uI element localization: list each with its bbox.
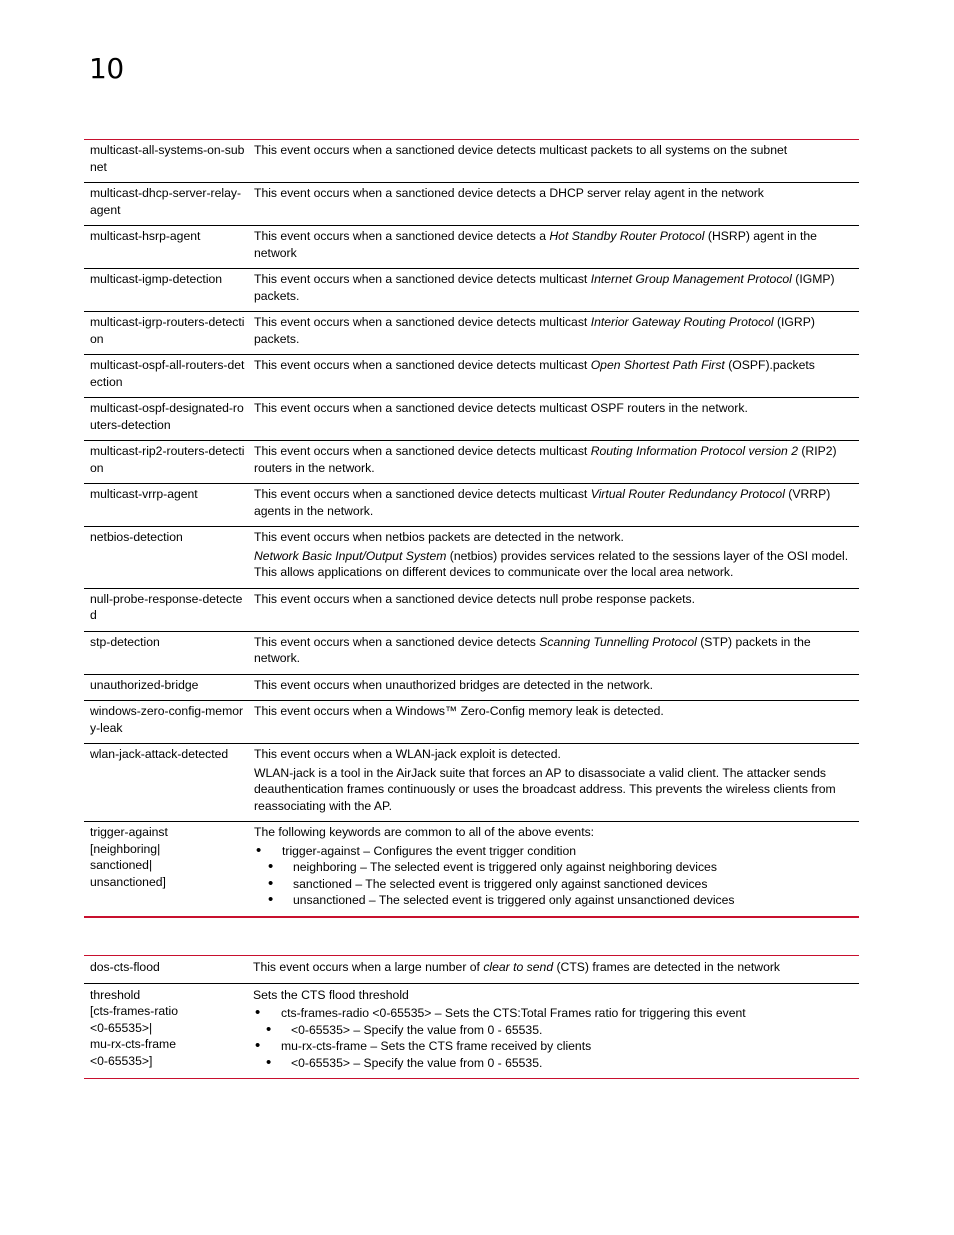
chapter-number: 10 (89, 52, 124, 85)
sub-bullet-list (254, 859, 855, 909)
description-text: This event occurs when a sanctioned device detects multicast Internet Group Management Protocol (IGMP) packets. (254, 272, 835, 303)
description-text: This event occurs when a large number of clear to send (CTS) frames are detected in the network (253, 960, 781, 974)
bullet-list (253, 1038, 855, 1055)
table-row (84, 441, 859, 484)
list-item: • <0-65535> – Specify the value from 0 - 65535. (253, 1022, 855, 1039)
table-row (84, 355, 859, 398)
keyword-cell: multicast-ospf-all-routers-detection (84, 355, 249, 398)
emphasized-term: clear to send (483, 960, 554, 974)
description-cell (249, 269, 859, 312)
protocol-name: Virtual Router Redundancy Protocol (590, 487, 785, 501)
event-keywords-table (84, 139, 859, 918)
description-cell (249, 674, 859, 701)
description-text: This event occurs when a sanctioned device detects a Hot Standby Router Protocol (HSRP) agent in the network (254, 229, 817, 260)
description-text: WLAN-jack is a tool in the AirJack suite that forces an AP to disassociate a valid client. The attacker sends deauthentication frames continuously or uses the broadcast address. This prevents the wireless clients from reassociating with the AP. (254, 765, 836, 813)
description-cell (249, 140, 859, 183)
protocol-name: Network Basic Input/Output System (254, 548, 447, 563)
description-cell (249, 588, 859, 631)
keyword-cell: multicast-all-systems-on-subnet (84, 140, 249, 183)
keyword-cell: null-probe-response-detected (84, 588, 249, 631)
keyword-cell: wlan-jack-attack-detected (84, 744, 249, 822)
description-text: Sets the CTS flood threshold (253, 987, 409, 1002)
dos-cts-flood-table (84, 955, 859, 1079)
sub-bullet-list (253, 1022, 855, 1039)
keyword-cell: multicast-dhcp-server-relay-agent (84, 183, 249, 226)
list-item: • sanctioned – The selected event is triggered only against sanctioned devices (254, 876, 855, 893)
keyword-cell: trigger-against [neighboring| sanctioned| unsanctioned] (90, 825, 168, 889)
keyword-cell: multicast-ospf-designated-routers-detection (84, 398, 249, 441)
keyword-cell: unauthorized-bridge (84, 674, 249, 701)
keyword-cell: multicast-vrrp-agent (84, 484, 249, 527)
protocol-name: Routing Information Protocol version 2 (590, 444, 798, 458)
table-row (84, 183, 859, 226)
list-item: • cts-frames-radio <0-65535> – Sets the CTS:Total Frames ratio for triggering this event (253, 1005, 855, 1022)
description-cell (249, 822, 859, 917)
list-item: • neighboring – The selected event is triggered only against neighboring devices (254, 859, 855, 876)
table-row (84, 398, 859, 441)
table-row (84, 226, 859, 269)
keyword-cell: netbios-detection (84, 527, 249, 589)
description-cell (249, 398, 859, 441)
description-cell (249, 183, 859, 226)
description-cell (249, 701, 859, 744)
description-text: This event occurs when a sanctioned device detects multicast Virtual Router Redundancy Protocol (VRRP) agents in the network. (254, 487, 831, 518)
description-text: This event occurs when a sanctioned device detects null probe response packets. (254, 591, 696, 606)
table-row (84, 588, 859, 631)
protocol-name: Open Shortest Path First (590, 358, 725, 372)
description-cell (248, 983, 859, 1079)
description-cell (249, 527, 859, 589)
list-item: • trigger-against – Configures the event trigger condition (254, 843, 855, 860)
keyword-cell: stp-detection (84, 631, 249, 674)
bullet-list (253, 1005, 855, 1022)
table-row (84, 484, 859, 527)
description-text: This event occurs when a sanctioned device detects multicast packets to all systems on the subnet (254, 143, 788, 157)
sub-bullet-list (253, 1055, 855, 1072)
table-row (84, 269, 859, 312)
description-cell (249, 312, 859, 355)
protocol-name: Hot Standby Router Protocol (549, 229, 705, 243)
description-cell (249, 631, 859, 674)
table-row (84, 631, 859, 674)
table-row (84, 140, 859, 183)
description-text: This event occurs when a WLAN-jack exploit is detected. (254, 747, 561, 761)
keyword-cell: multicast-rip2-routers-detection (84, 441, 249, 484)
description-cell (249, 355, 859, 398)
description-text: This event occurs when a sanctioned device detects multicast OSPF routers in the network. (254, 401, 748, 415)
description-text: This event occurs when a sanctioned device detects multicast Routing Information Protocol version 2 (RIP2) routers in the network. (254, 444, 837, 475)
keyword-cell: multicast-igrp-routers-detection (84, 312, 249, 355)
description-cell (249, 744, 859, 822)
protocol-name: Internet Group Management Protocol (590, 272, 792, 286)
table-row (84, 744, 859, 822)
protocol-name: Interior Gateway Routing Protocol (590, 315, 774, 329)
table-row (84, 701, 859, 744)
list-item: • mu-rx-cts-frame – Sets the CTS frame received by clients (253, 1038, 855, 1055)
description-text: Network Basic Input/Output System (netbios) provides services related to the sessions layer of the OSI model. This allows applications on different devices to communicate over the local area network. (254, 548, 849, 579)
description-text: This event occurs when a sanctioned device detects multicast Interior Gateway Routing Protocol (IGRP) packets. (254, 315, 815, 346)
keyword-cell: dos-cts-flood (84, 956, 248, 984)
description-cell (249, 484, 859, 527)
description-text: This event occurs when a Windows™ Zero-Config memory leak is detected. (254, 704, 664, 718)
keyword-cell: threshold [cts-frames-ratio <0-65535>| mu-rx-cts-frame <0-65535>] (90, 987, 179, 1068)
table-row (84, 674, 859, 701)
keyword-cell: windows-zero-config-memory-leak (84, 701, 249, 744)
description-cell (249, 226, 859, 269)
keyword-cell: multicast-igmp-detection (84, 269, 249, 312)
table-row (84, 956, 859, 984)
description-text: The following keywords are common to all of the above events: (254, 825, 595, 839)
description-text: This event occurs when netbios packets are detected in the network. (254, 530, 624, 544)
list-item: • unsanctioned – The selected event is triggered only against unsanctioned devices (254, 892, 855, 909)
list-item: • <0-65535> – Specify the value from 0 - 65535. (253, 1055, 855, 1072)
table-row (84, 312, 859, 355)
description-text: This event occurs when a sanctioned device detects a DHCP server relay agent in the network (254, 186, 764, 200)
description-cell (249, 441, 859, 484)
description-text: This event occurs when unauthorized bridges are detected in the network. (254, 677, 654, 692)
description-text: This event occurs when a sanctioned device detects Scanning Tunnelling Protocol (STP) packets in the network. (254, 634, 811, 665)
table-row (84, 527, 859, 589)
description-cell (248, 956, 859, 984)
table-row (84, 822, 859, 917)
protocol-name: Scanning Tunnelling Protocol (539, 634, 697, 649)
table-row (84, 983, 859, 1079)
description-text: This event occurs when a sanctioned device detects multicast Open Shortest Path First (OSPF).packets (254, 358, 815, 372)
bullet-list (254, 843, 855, 860)
keyword-cell: multicast-hsrp-agent (84, 226, 249, 269)
